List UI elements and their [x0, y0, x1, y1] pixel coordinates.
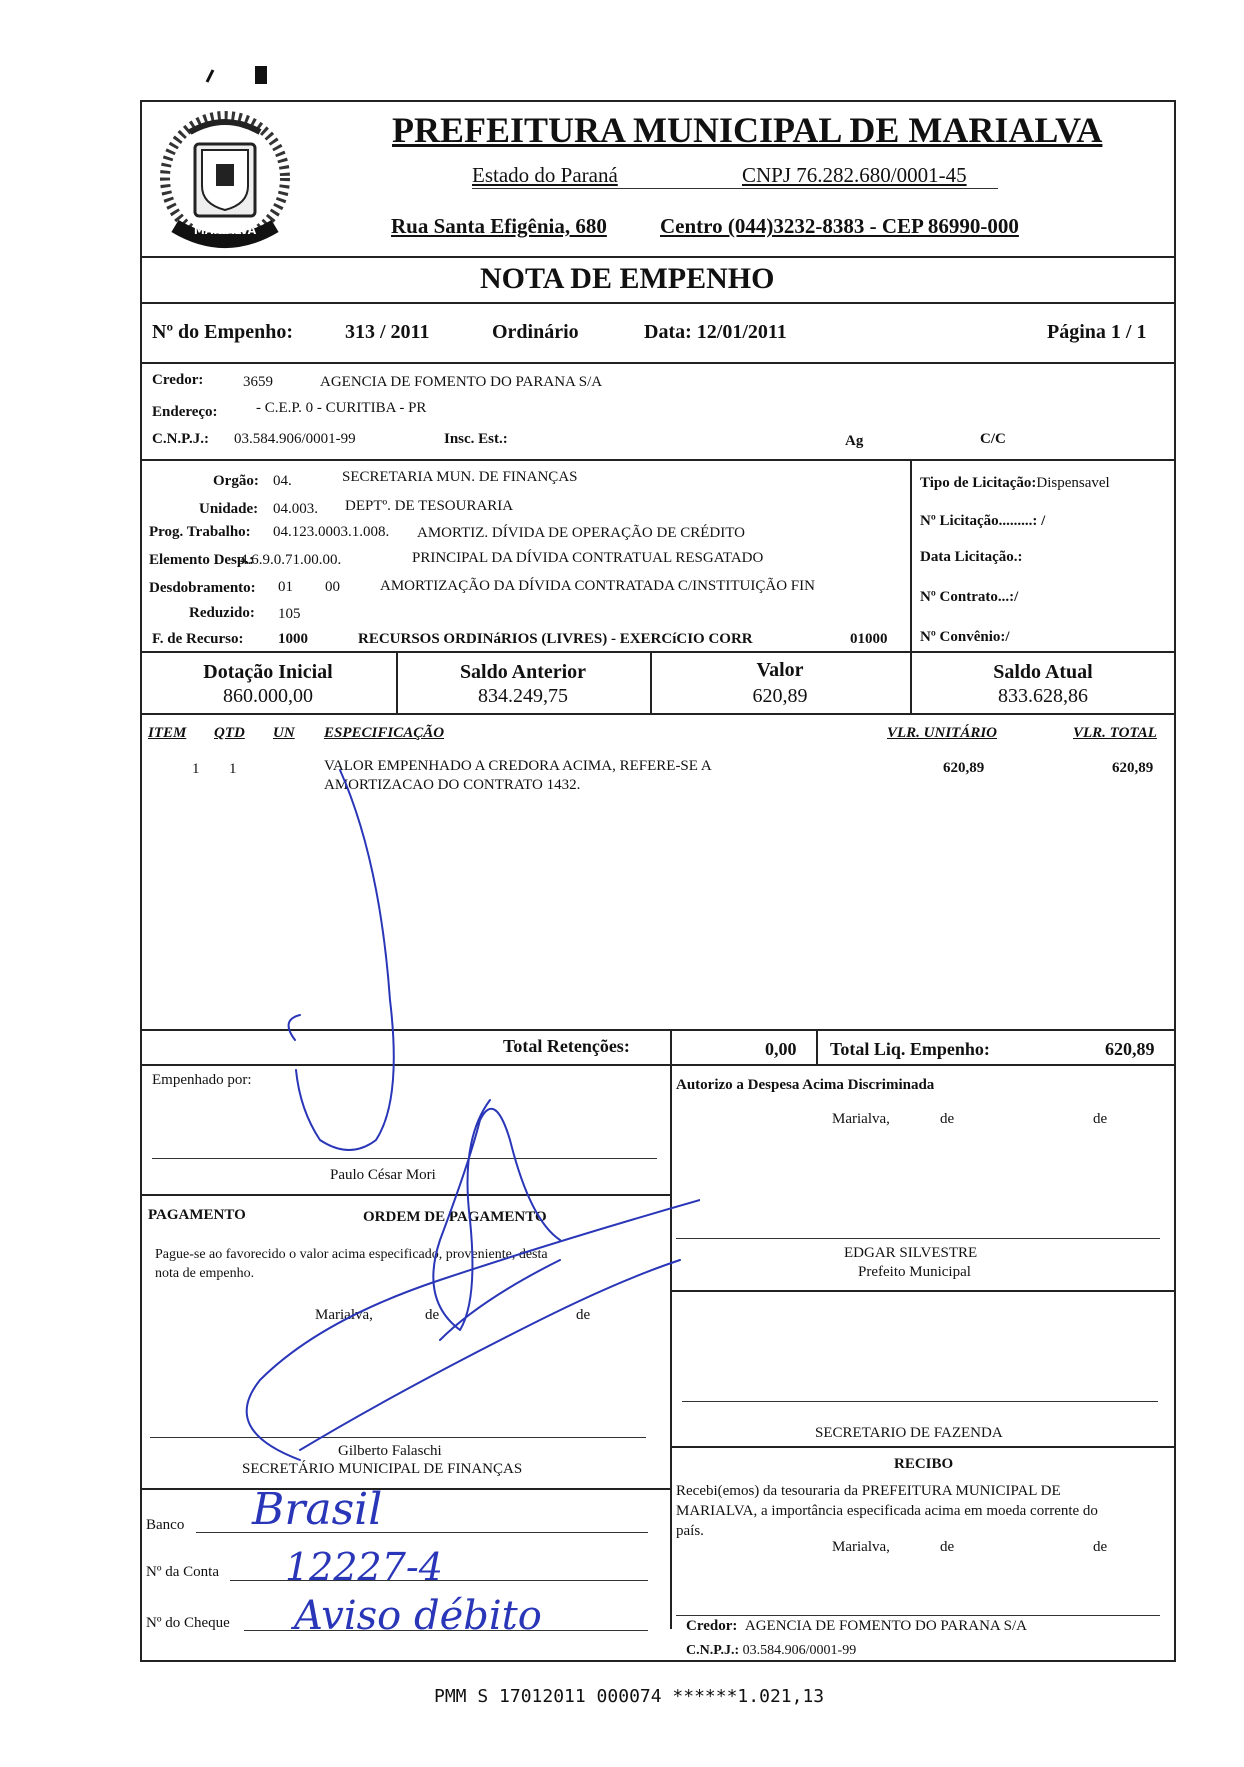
saldo-atual-value: 833.628,86: [998, 685, 1088, 707]
desdobramento-code1: 01: [278, 579, 293, 595]
cheque-handwritten: Aviso débito: [294, 1593, 542, 1639]
items-header-unit: VLR. UNITÁRIO: [887, 725, 998, 741]
prog-name: AMORTIZ. DÍVIDA DE OPERAÇÃO DE CRÉDITO: [417, 525, 745, 541]
item-description-line1: VALOR EMPENHADO A CREDORA ACIMA, REFERE-SE A: [324, 758, 712, 774]
divider: [670, 1446, 1176, 1448]
liquido-value: 620,89: [1105, 1039, 1155, 1059]
conta-handwritten: 12227-4: [285, 1545, 443, 1589]
recibo-de2: de: [1093, 1539, 1108, 1555]
desdobramento-code2: 00: [325, 579, 340, 595]
recibo-title: RECIBO: [894, 1456, 954, 1472]
items-header-espec: ESPECIFICAÇÃO: [324, 725, 445, 741]
orgao-label: Orgão:: [213, 473, 259, 489]
divider: [140, 1488, 670, 1490]
coat-of-arms-text: MARIALVA: [193, 224, 257, 237]
saldo-anterior-label: Saldo Anterior: [459, 661, 587, 683]
banco-handwritten: Brasil: [252, 1484, 383, 1535]
prefeito-name: EDGAR SILVESTRE: [844, 1245, 978, 1261]
licitacao-type-value: Dispensavel: [1036, 475, 1110, 491]
orgao-name: SECRETARIA MUN. DE FINANÇAS: [342, 469, 578, 485]
prog-code: 04.123.0003.1.008.: [273, 524, 390, 540]
autorizo-title: Autorizo a Despesa Acima Discriminada: [676, 1077, 935, 1093]
conta-label: Nº da Conta: [146, 1564, 219, 1580]
state-name: Estado do Paraná: [472, 163, 618, 187]
retencoes-label: Total Retenções:: [503, 1036, 630, 1056]
elemento-code: 4.6.9.0.71.00.00.: [240, 552, 342, 568]
pagamento-text-line1: Pague-se ao favorecido o valor acima especificado, proveniente, desta: [155, 1247, 548, 1262]
item-total-value: 620,89: [1112, 760, 1154, 776]
retencoes-value: 0,00: [765, 1039, 797, 1059]
credor-label: Credor:: [152, 372, 204, 388]
licitacao-type-label: Tipo de Licitação:: [920, 475, 1037, 491]
prog-label: Prog. Trabalho:: [149, 524, 251, 540]
empenhado-name: Paulo César Mori: [330, 1167, 436, 1183]
valor-value: 620,89: [752, 685, 808, 707]
divider: [140, 302, 1176, 304]
recibo-place: Marialva,: [832, 1539, 890, 1555]
document-title: NOTA DE EMPENHO: [480, 262, 775, 295]
pagamento-place: Marialva,: [315, 1307, 373, 1323]
page-number: Página 1 / 1: [1047, 321, 1147, 343]
header-underline: [472, 188, 998, 189]
reduzido-value: 105: [278, 606, 301, 622]
autorizo-place: Marialva,: [832, 1111, 890, 1127]
items-header-item: ITEM: [148, 725, 187, 741]
coat-of-arms-icon: [150, 106, 300, 256]
banco-label: Banco: [146, 1517, 185, 1533]
unidade-code: 04.003.: [273, 501, 318, 517]
city-hall-title: PREFEITURA MUNICIPAL DE MARIALVA: [392, 110, 1103, 150]
recibo-cnpj: 03.584.906/0001-99: [742, 1643, 857, 1658]
divider-vertical: [816, 1029, 818, 1064]
recurso-name: RECURSOS ORDINáRIOS (LIVRES) - EXERCíCIO CORR: [358, 631, 753, 647]
divider-vertical: [910, 459, 912, 651]
pagamento-text-line2: nota de empenho.: [155, 1266, 255, 1281]
item-unit-value: 620,89: [943, 760, 985, 776]
secretario-name: Gilberto Falaschi: [338, 1443, 442, 1459]
items-header-total: VLR. TOTAL: [1073, 725, 1157, 741]
recurso-label: F. de Recurso:: [152, 631, 244, 647]
divider: [140, 713, 1176, 715]
scan-mark: [205, 62, 275, 92]
empenho-date: Data: 12/01/2011: [644, 321, 787, 343]
recibo-credor: AGENCIA DE FOMENTO DO PARANA S/A: [744, 1618, 1027, 1634]
divider: [140, 256, 1176, 258]
signature-scribble: [140, 740, 700, 1480]
pagamento-de2: de: [576, 1307, 591, 1323]
recibo-line2: MARIALVA, a importância especificada acima em moeda corrente do: [676, 1503, 1098, 1519]
saldo-atual-label: Saldo Atual: [993, 661, 1093, 683]
item-number: 1: [192, 761, 200, 777]
desdobramento-name: AMORTIZAÇÃO DA DÍVIDA CONTRATADA C/INSTITUIÇÃO FIN: [380, 578, 815, 594]
items-header-un: UN: [273, 725, 295, 741]
contract-number: Nº Contrato...:/: [920, 589, 1019, 605]
signature-line: [676, 1238, 1160, 1239]
empenho-number: 313 / 2011: [345, 321, 430, 343]
divider: [140, 459, 1176, 461]
prefeito-role: Prefeito Municipal: [858, 1264, 971, 1280]
elemento-label: Elemento Desp.:: [149, 552, 254, 568]
convenio-number: Nº Convênio:/: [920, 629, 1010, 645]
signature-line: [682, 1401, 1158, 1402]
pagamento-de1: de: [425, 1307, 440, 1323]
recibo-de1: de: [940, 1539, 955, 1555]
recurso-code: 1000: [278, 631, 308, 647]
empenho-type: Ordinário: [492, 321, 579, 343]
header-address: Rua Santa Efigênia, 680: [391, 214, 607, 238]
orgao-code: 04.: [273, 473, 292, 489]
unidade-label: Unidade:: [199, 501, 259, 517]
valor-label: Valor: [756, 659, 804, 681]
header-cnpj: CNPJ 76.282.680/0001-45: [742, 163, 967, 187]
agency-label: Ag: [845, 433, 864, 449]
desdobramento-label: Desdobramento:: [149, 580, 256, 596]
endereco-label: Endereço:: [152, 404, 218, 420]
divider: [140, 651, 1176, 653]
credor-cnpj: 03.584.906/0001-99: [234, 431, 356, 447]
cnpj-label: C.N.P.J.:: [152, 431, 209, 447]
insc-est-label: Insc. Est.:: [444, 431, 508, 447]
header-address-rest: Centro (044)3232-8383 - CEP 86990-000: [660, 214, 1019, 238]
signature-line: [676, 1615, 1160, 1616]
autorizo-de1: de: [940, 1111, 955, 1127]
elemento-name: PRINCIPAL DA DÍVIDA CONTRATUAL RESGATADO: [412, 550, 764, 566]
item-description-line2: AMORTIZACAO DO CONTRATO 1432.: [324, 777, 581, 793]
empenhado-label: Empenhado por:: [152, 1072, 252, 1088]
processing-stamp: PMM S 17012011 000074 ******1.021,13: [434, 1686, 825, 1707]
secretario-role: SECRETÁRIO MUNICIPAL DE FINANÇAS: [242, 1461, 523, 1477]
unidade-name: DEPTº. DE TESOURARIA: [345, 498, 514, 514]
credor-code: 3659: [243, 374, 273, 390]
licitacao-date: Data Licitação.:: [920, 549, 1023, 565]
cheque-label: Nº do Cheque: [146, 1615, 230, 1631]
recibo-cnpj-label: C.N.P.J.:: [686, 1643, 740, 1658]
liquido-label: Total Liq. Empenho:: [830, 1039, 990, 1059]
item-quantity: 1: [229, 761, 237, 777]
pagamento-title: PAGAMENTO: [148, 1207, 246, 1223]
divider: [670, 1290, 1176, 1292]
endereco-value: - C.E.P. 0 - CURITIBA - PR: [256, 400, 427, 416]
licitacao-number: Nº Licitação.........: /: [920, 513, 1046, 529]
recibo-credor-label: Credor:: [686, 1618, 738, 1634]
credor-name: AGENCIA DE FOMENTO DO PARANA S/A: [320, 374, 603, 390]
recibo-line3: país.: [676, 1523, 704, 1539]
reduzido-label: Reduzido:: [189, 605, 255, 621]
items-header-qtd: QTD: [214, 725, 245, 741]
secretario-fazenda: SECRETARIO DE FAZENDA: [815, 1425, 1003, 1441]
account-label: C/C: [980, 431, 1006, 447]
dotacao-value: 860.000,00: [223, 685, 313, 707]
divider: [140, 362, 1176, 364]
saldo-anterior-value: 834.249,75: [478, 685, 568, 707]
ordem-pagamento-title: ORDEM DE PAGAMENTO: [363, 1209, 547, 1225]
recurso-code2: 01000: [850, 631, 888, 647]
autorizo-de2: de: [1093, 1111, 1108, 1127]
empenho-number-label: Nº do Empenho:: [152, 321, 294, 343]
dotacao-label: Dotação Inicial: [203, 661, 333, 683]
recibo-line1: Recebi(emos) da tesouraria da PREFEITURA MUNICIPAL DE: [676, 1483, 1061, 1499]
